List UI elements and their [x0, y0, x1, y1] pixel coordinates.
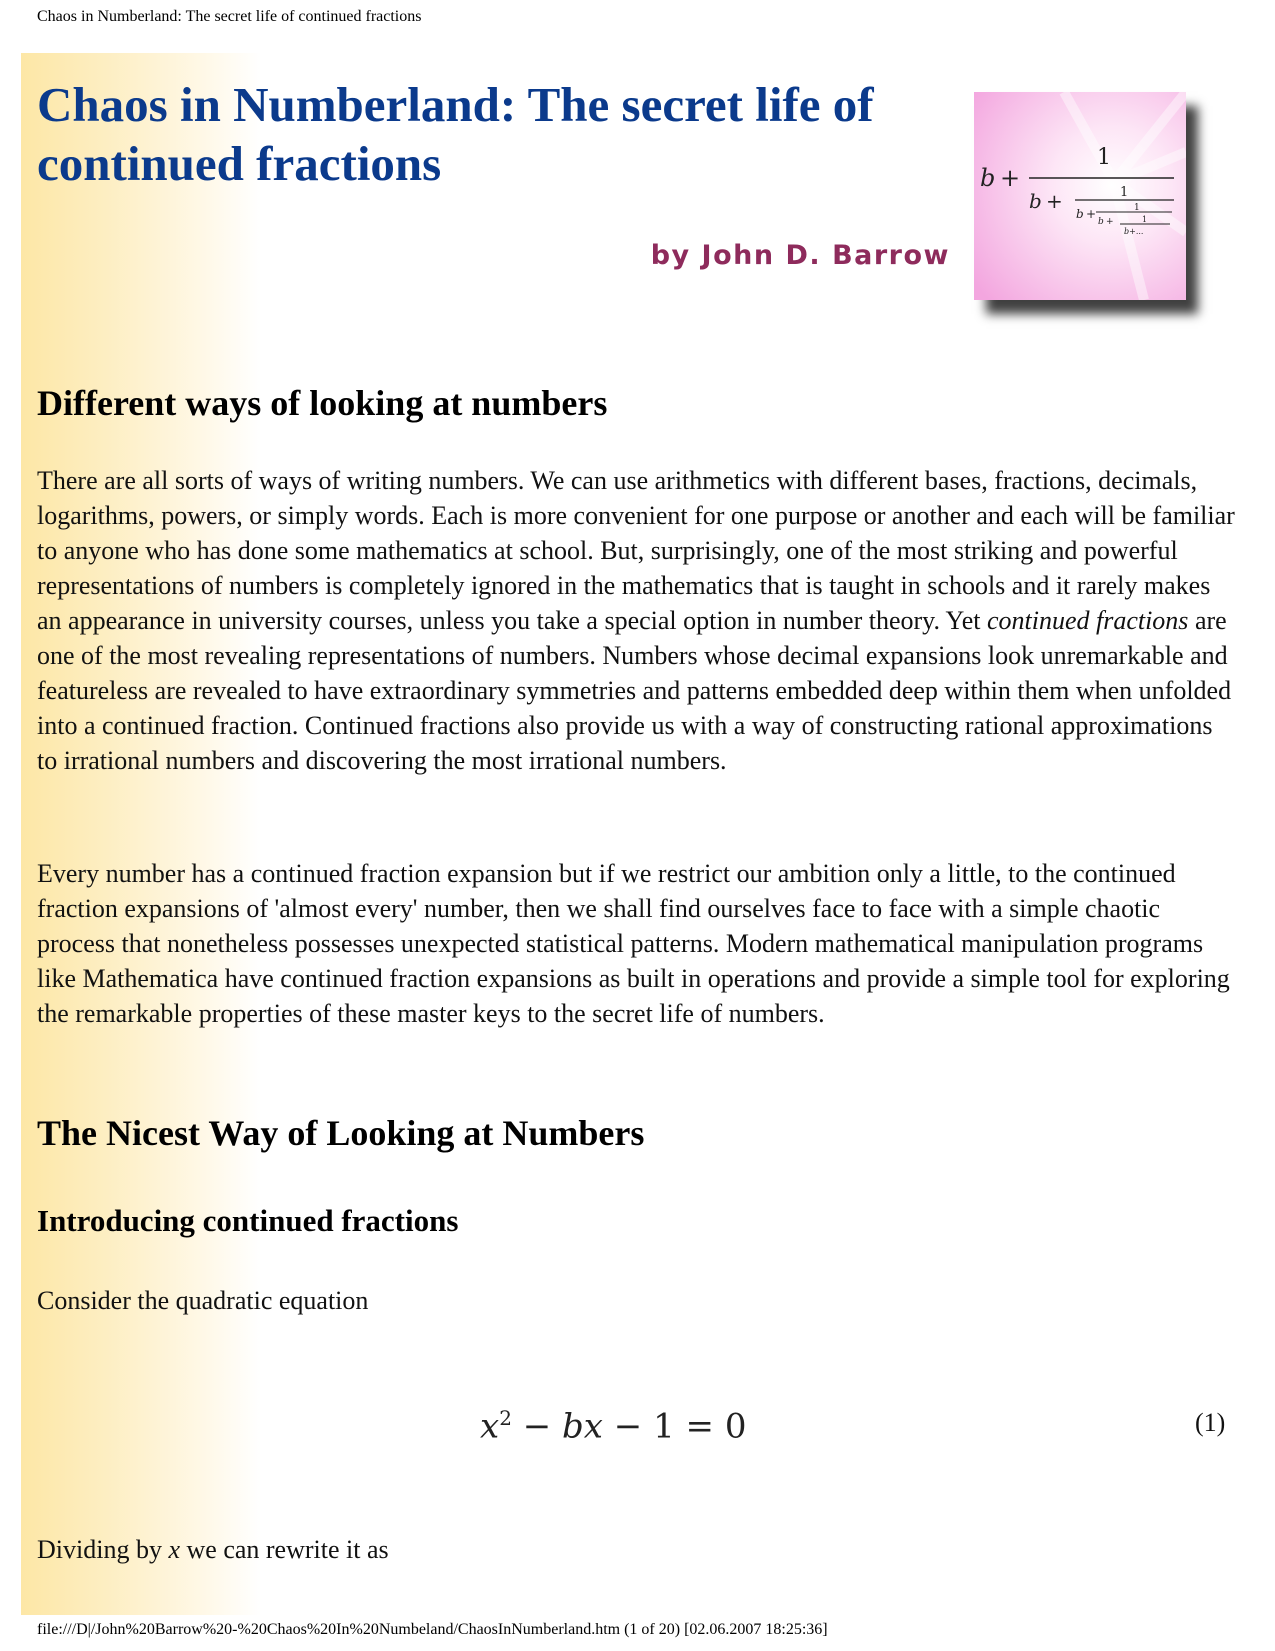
logo-b-fourth: b [1098, 217, 1104, 227]
dividing-text-var: x [168, 1535, 180, 1564]
logo-one-fourth: 1 [1142, 215, 1148, 224]
logo-one-top: 1 [1097, 145, 1111, 170]
logo-plus-second: + [1046, 189, 1063, 213]
file-path-footer: file:///D|/John%20Barrow%20-%20Chaos%20In%20Numbeland/ChaosInNumberland.htm (1 of 20) [02.06.2007 18:25:36] [37, 1621, 828, 1638]
logo-one-third: 1 [1134, 203, 1140, 213]
article-byline: by John D. Barrow [650, 240, 950, 271]
equation-rest: − 1 = 0 [602, 1406, 747, 1447]
second-paragraph: Every number has a continued fraction expansion but if we restrict our ambition only a little, to the continued fraction expansions of 'almost every' number, then we shall find ourselves face to face with a simple chaotic process that nonetheless possesses unexpected statistical patterns. Modern mathematical manipulation programs like Mathematica have continued fraction expansions as built in operations and provide a simple tool for exploring the remarkable properties of these master keys to the secret life of numbers. [37, 859, 1230, 1028]
logo-b-outer: b [980, 164, 996, 192]
running-header: Chaos in Numberland: The secret life of continued fractions [37, 8, 422, 25]
quadratic-intro-text: Consider the quadratic equation [37, 1286, 369, 1315]
intro-paragraph-emphasis: continued fractions [986, 606, 1189, 635]
logo-b-second: b [1029, 189, 1042, 213]
equation-x: x [480, 1406, 500, 1447]
section-heading-nicest-way: The Nicest Way of Looking at Numbers [37, 1113, 645, 1153]
continued-fraction-logo-graphic [974, 92, 1186, 300]
equation-number: (1) [1195, 1408, 1226, 1437]
logo-plus-fourth: + [1106, 217, 1114, 227]
intro-paragraph-part2: are one of the most revealing representations of numbers. Numbers whose decimal expansions look unremarkable and featureless are revealed to have extraordinary symmetries and patterns embedded deep within them when unfolded into a continued fraction. Continued fractions also provide us with a way of constructing rational approximations to irrational numbers and discovering the most irrational numbers. [37, 606, 1232, 775]
continued-fraction-logo [974, 92, 1186, 300]
article-title: Chaos in Numberland: The secret life of continued fractions [37, 77, 874, 191]
section-heading-different-ways: Different ways of looking at numbers [37, 383, 608, 423]
equation-middle: − b [511, 1406, 584, 1447]
quadratic-equation [480, 1406, 746, 1446]
logo-one-second: 1 [1120, 185, 1129, 200]
logo-b-third: b [1076, 207, 1084, 221]
logo-plus-outer: + [1000, 164, 1021, 192]
equation-x2: x [583, 1406, 603, 1447]
dividing-text-part2: we can rewrite it as [180, 1535, 389, 1564]
logo-plus-third: + [1086, 207, 1097, 221]
dividing-text [37, 1532, 1237, 1567]
intro-paragraph [37, 463, 1237, 778]
intro-paragraph-part1: There are all sorts of ways of writing numbers. We can use arithmetics with different bases, fractions, decimals, logarithms, powers, or simply words. Each is more convenient for one purpose or another and each will be familiar to anyone who has done some mathematics at school. But, surprisingly, one of the most striking and powerful representations of numbers is completely ignored in the mathematics that is taught in schools and it rarely makes an appearance in university courses, unless you take a special option in number theory. Yet [37, 466, 1235, 635]
dividing-text-part1: Dividing by [37, 1535, 169, 1564]
equation-exponent: 2 [499, 1406, 512, 1430]
logo-ellipsis: b+... [1124, 227, 1144, 236]
subheading-introducing: Introducing continued fractions [37, 1203, 459, 1238]
